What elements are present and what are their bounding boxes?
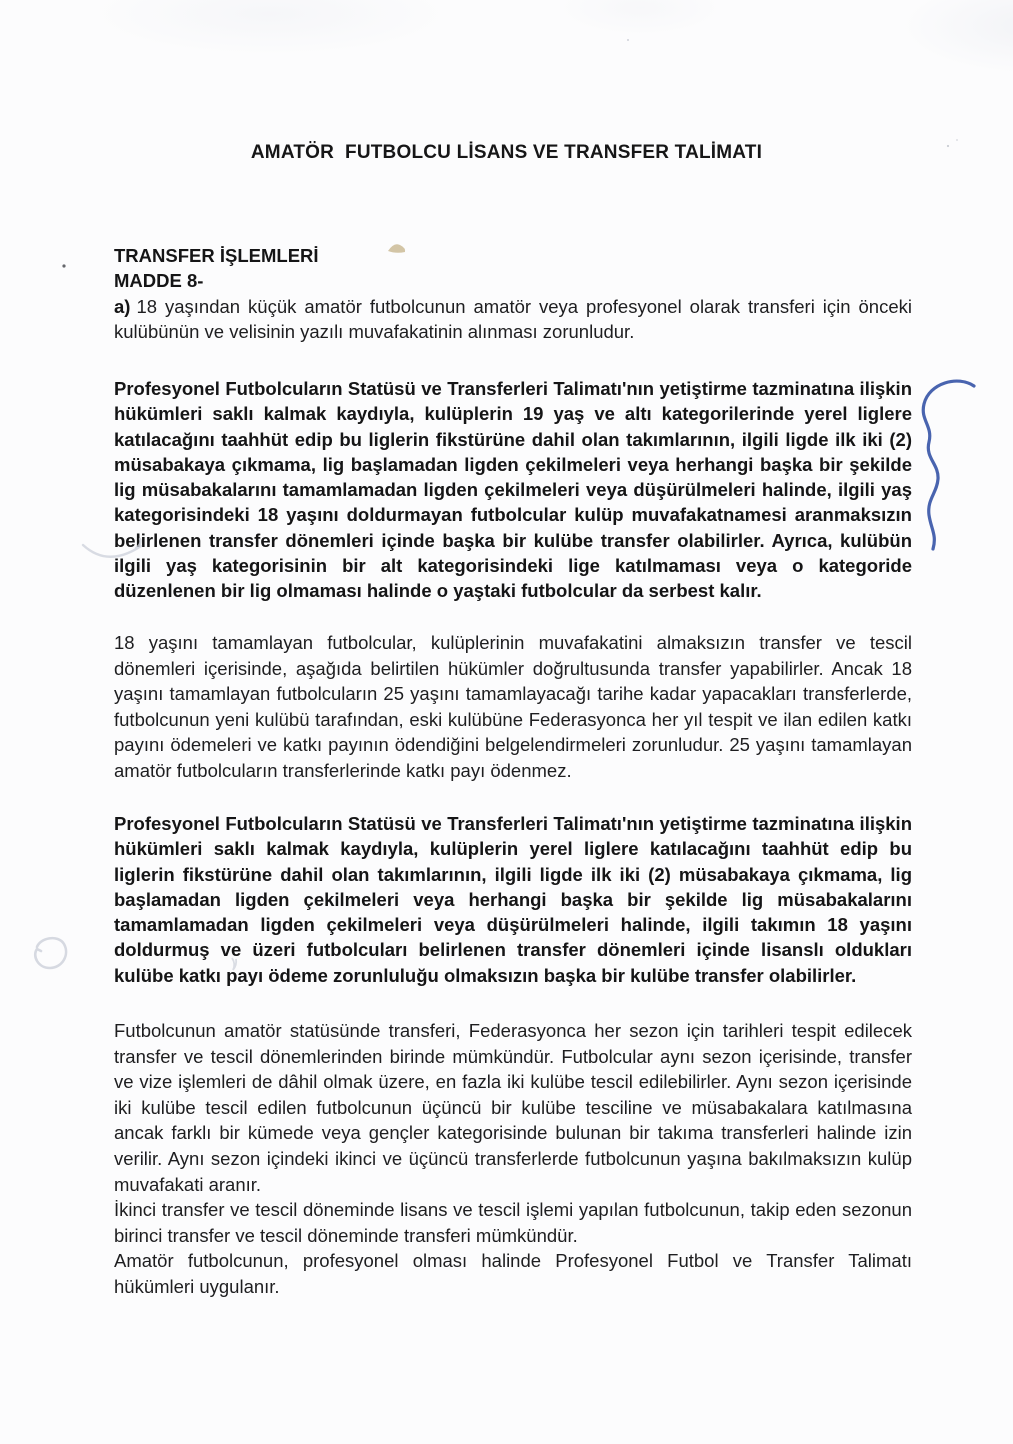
pencil-circle-annotation: [35, 938, 66, 968]
paragraph-regular-4: Amatör futbolcunun, profesyonel olması halinde Profesyonel Futbol ve Transfer Talimatı hükümleri uygulanır.: [114, 1250, 912, 1297]
paragraph-regular-3: İkinci transfer ve tescil döneminde lisans ve tescil işlemi yapılan futbolcunun, takip eden sezonun birinci transfer ve tescil döneminde transferi mümkündür.: [114, 1199, 912, 1246]
ink-dot: [62, 264, 65, 267]
heading-block: [114, 243, 912, 345]
document-title: AMATÖR FUTBOLCU LİSANS VE TRANSFER TALİMATI: [250, 142, 763, 163]
paragraph-group-transfer-rules: [114, 1018, 912, 1300]
scan-speck: [956, 139, 958, 141]
pen-squiggle-annotation: [923, 381, 974, 549]
item-a-text: 18 yaşından küçük amatör futbolcunun amatör veya profesyonel olarak transferi için önceki kulübünün ve velisinin yazılı muvafakatinin alınması zorunludur.: [114, 295, 912, 343]
paragraph-item-a: [114, 294, 912, 345]
paragraph-regular-2: Futbolcunun amatör statüsünde transferi, Federasyonca her sezon için tarihleri tespit edilecek transfer ve tescil dönemlerinden birinde mümkündür. Futbolcular aynı sezon içerisinde, transfer ve vize işlemleri de dâhil olmak üzere, en fazla iki kulübe tescil edilebilirler. Aynı sezon içerisinde iki kulübe tescil edilen futbolcunun üçüncü bir kulübe tesciline ve müsabakalara katılmasına ancak farklı bir kümede veya gençler kategorisinde bulunan bir takıma transferleri halinde izin verilir. Aynı sezon içindeki ikinci ve üçüncü transferlerde futbolcunun yaşına bakılmaksızın kulüp muvafakati aranır.: [114, 1020, 912, 1195]
article-heading: MADDE 8-: [114, 270, 204, 292]
section-heading: TRANSFER İŞLEMLERİ: [114, 245, 319, 266]
paragraph-regular-1: 18 yaşını tamamlayan futbolcular, kulüplerinin muvafakatini almaksızın transfer ve tescil dönemleri içerisinde, aşağıda belirtilen hükümler doğrultusunda transfer yapabilirler. Ancak 18 yaşını tamamlayan futbolcuların 25 yaşını tamamlayacağı tarihe kadar yapacakları transferlerde, futbolcunun yeni kulübü tarafından, eski kulübüne Federasyonca her yıl tespit ve ilan edilen katkı payını ödemeleri ve katkı payının ödendiğini belgelendirmeleri zorunludur. 25 yaşını tamamlayan amatör futbolcuların transferlerinde katkı payı ödenmez.: [114, 632, 912, 781]
paragraph-bold-2: Profesyonel Futbolcuların Statüsü ve Transferleri Talimatı'nın yetiştirme tazminatına ilişkin hükümleri saklı kalmak kaydıyla, kulüplerin yerel liglere katılacağını taahhüt edip bu liglerin fikstürüne dahil olan takımlarının, ilgili ligde ilk iki (2) müsabakaya çıkmama, lig başlamadan ligden çekilmeleri veya herhangi başka bir şekilde lig müsabakalarını tamamlamadan ligden çekilmeleri veya düşürülmeleri halinde, ilgili takımın 18 yaşını doldurmuş ve üzeri futbolcuları belirlenen transfer dönemleri içinde lisanslı oldukları kulübe katkı payı ödeme zorunluluğu olmaksızın başka bir kulübe transfer olabilirler.: [114, 813, 912, 986]
item-a-marker: a): [114, 295, 131, 317]
scan-speck: [627, 39, 629, 41]
paragraph-bold-1: Profesyonel Futbolcuların Statüsü ve Transferleri Talimatı'nın yetiştirme tazminatına ilişkin hükümleri saklı kalmak kaydıyla, kulüplerin 19 yaş ve altı kategorilerinde yerel liglere katılacağını taahhüt edip bu liglerin fikstürüne dahil olan takımlarının, ilgili ligde ilk iki (2) müsabakaya çıkmama, lig başlamadan ligden çekilmeleri veya herhangi başka bir şekilde lig müsabakalarını tamamlamadan ligden çekilmeleri veya düşürülmeleri halinde, ilgili yaş kategorisindeki 18 yaşını doldurmayan futbolcular kulüp muvafakatnamesi aranmaksızın belirlenen transfer dönemleri içinde başka bir kulübe transfer olabilirler. Ayrıca, kulübün ilgili yaş kategorisinin bir alt kategorisindeki lige katılmaması veya o kategoride düzenlenen bir lig olmaması halinde o yaştaki futbolcular da serbest kalır.: [114, 378, 912, 602]
